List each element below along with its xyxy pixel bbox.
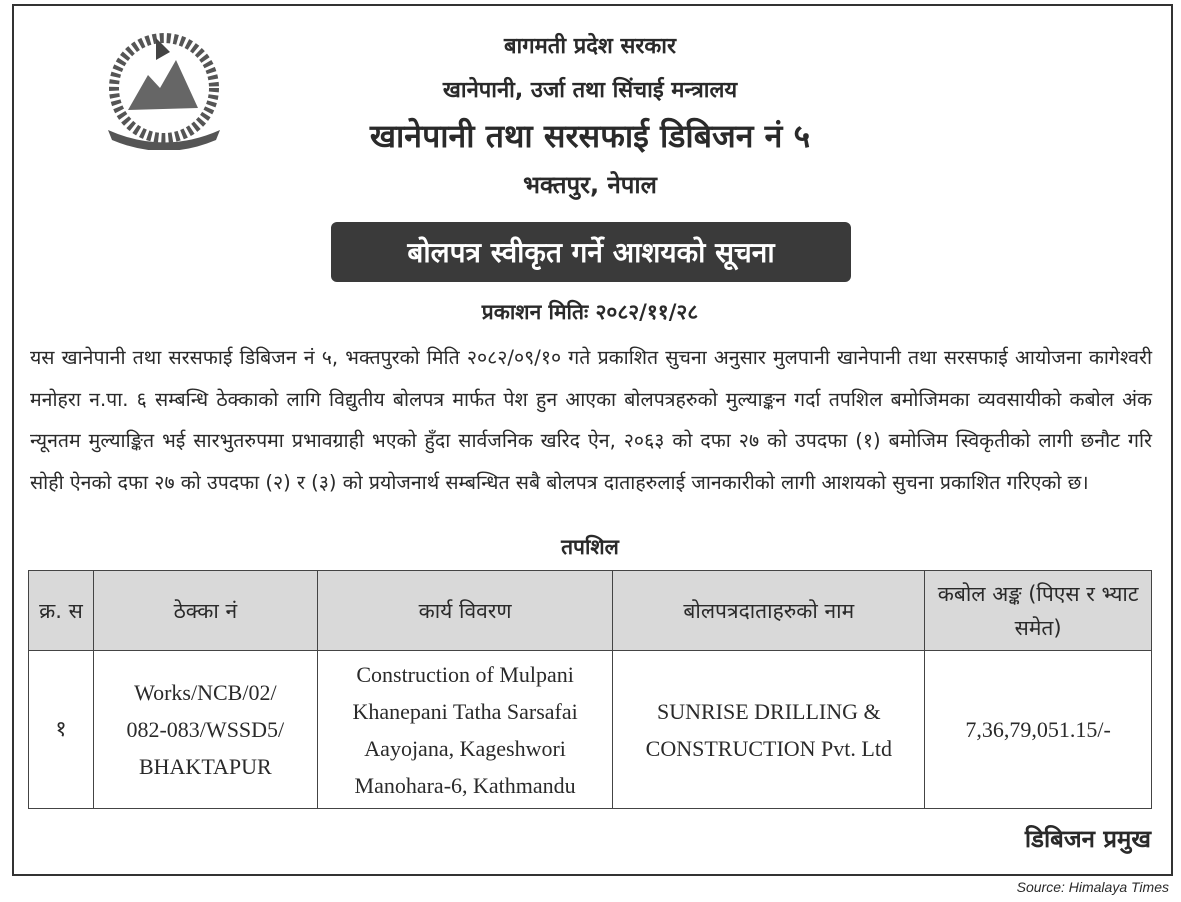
- cell-bid-amount: 7,36,79,051.15/-: [925, 651, 1152, 809]
- table-header-row: [29, 571, 1152, 651]
- ministry-name: खानेपानी, उर्जा तथा सिंचाई मन्त्रालय: [442, 78, 738, 103]
- cell-bidder-name: SUNRISE DRILLING & CONSTRUCTION Pvt. Ltd: [613, 651, 925, 809]
- cell-serial: १: [29, 651, 94, 809]
- cell-contract-no: Works/NCB/02/ 082-083/WSSD5/ BHAKTAPUR: [93, 651, 317, 809]
- header-contract-no: ठेक्का नं: [93, 571, 317, 651]
- source-credit: Source: Himalaya Times: [1016, 879, 1169, 895]
- table-title: तपशिल: [561, 535, 619, 559]
- nepal-emblem-icon: [98, 30, 230, 150]
- header-serial: क्र. स: [29, 571, 94, 651]
- table-row: [29, 651, 1152, 809]
- header-work-description: कार्य विवरण: [317, 571, 613, 651]
- notice-title-banner: बोलपत्र स्वीकृत गर्ने आशयको सूचना: [331, 222, 851, 282]
- government-name: बागमती प्रदेश सरकार: [504, 34, 676, 59]
- notice-body: यस खानेपानी तथा सरसफाई डिबिजन नं ५, भक्तपुरको मिति २०८२/०९/१० गते प्रकाशित सुचना अनुसार मुलपानी खानेपानी तथा सरसफाई आयोजना कागेश्वरी मनोहरा न.पा. ६ सम्बन्धि ठेक्काको लागि विद्युतीय बोलपत्र मार्फत पेश हुन आएका बोलपत्रहरुको मुल्याङ्कन गर्दा तपशिल बमोजिमका व्यवसायीको कबोल अंक न्यूनतम मुल्याङ्कित भई सारभुतरुपमा प्रभावग्राही भएको हुँदा सार्वजनिक खरिद ऐन, २०६३ को दफा २७ को उपदफा (१) बमोजिम स्विकृतीको लागी छनौट गरि सोही ऐनको दफा २७ को उपदफा (२) र (३) को प्रयोजनार्थ सम्बन्धित सबै बोलपत्र दाताहरुलाई जानकारीको लागी आशयको सुचना प्रकाशित गरिएको छ।: [30, 346, 1152, 494]
- details-table: [28, 570, 1152, 809]
- location: भक्तपुर, नेपाल: [523, 171, 657, 199]
- cell-work-description: Construction of Mulpani Khanepani Tatha Sarsafai Aayojana, Kageshwori Manohara-6, Kathmandu: [317, 651, 613, 809]
- header-bidder-name: बोलपत्रदाताहरुको नाम: [613, 571, 925, 651]
- publish-date: प्रकाशन मितिः २०८२/११/२८: [481, 300, 699, 324]
- header-bid-amount: कबोल अङ्क (पिएस र भ्याट समेत): [925, 571, 1152, 651]
- division-name: खानेपानी तथा सरसफाई डिबिजन नं ५: [369, 117, 811, 155]
- signature-title: डिबिजन प्रमुख: [1024, 825, 1151, 853]
